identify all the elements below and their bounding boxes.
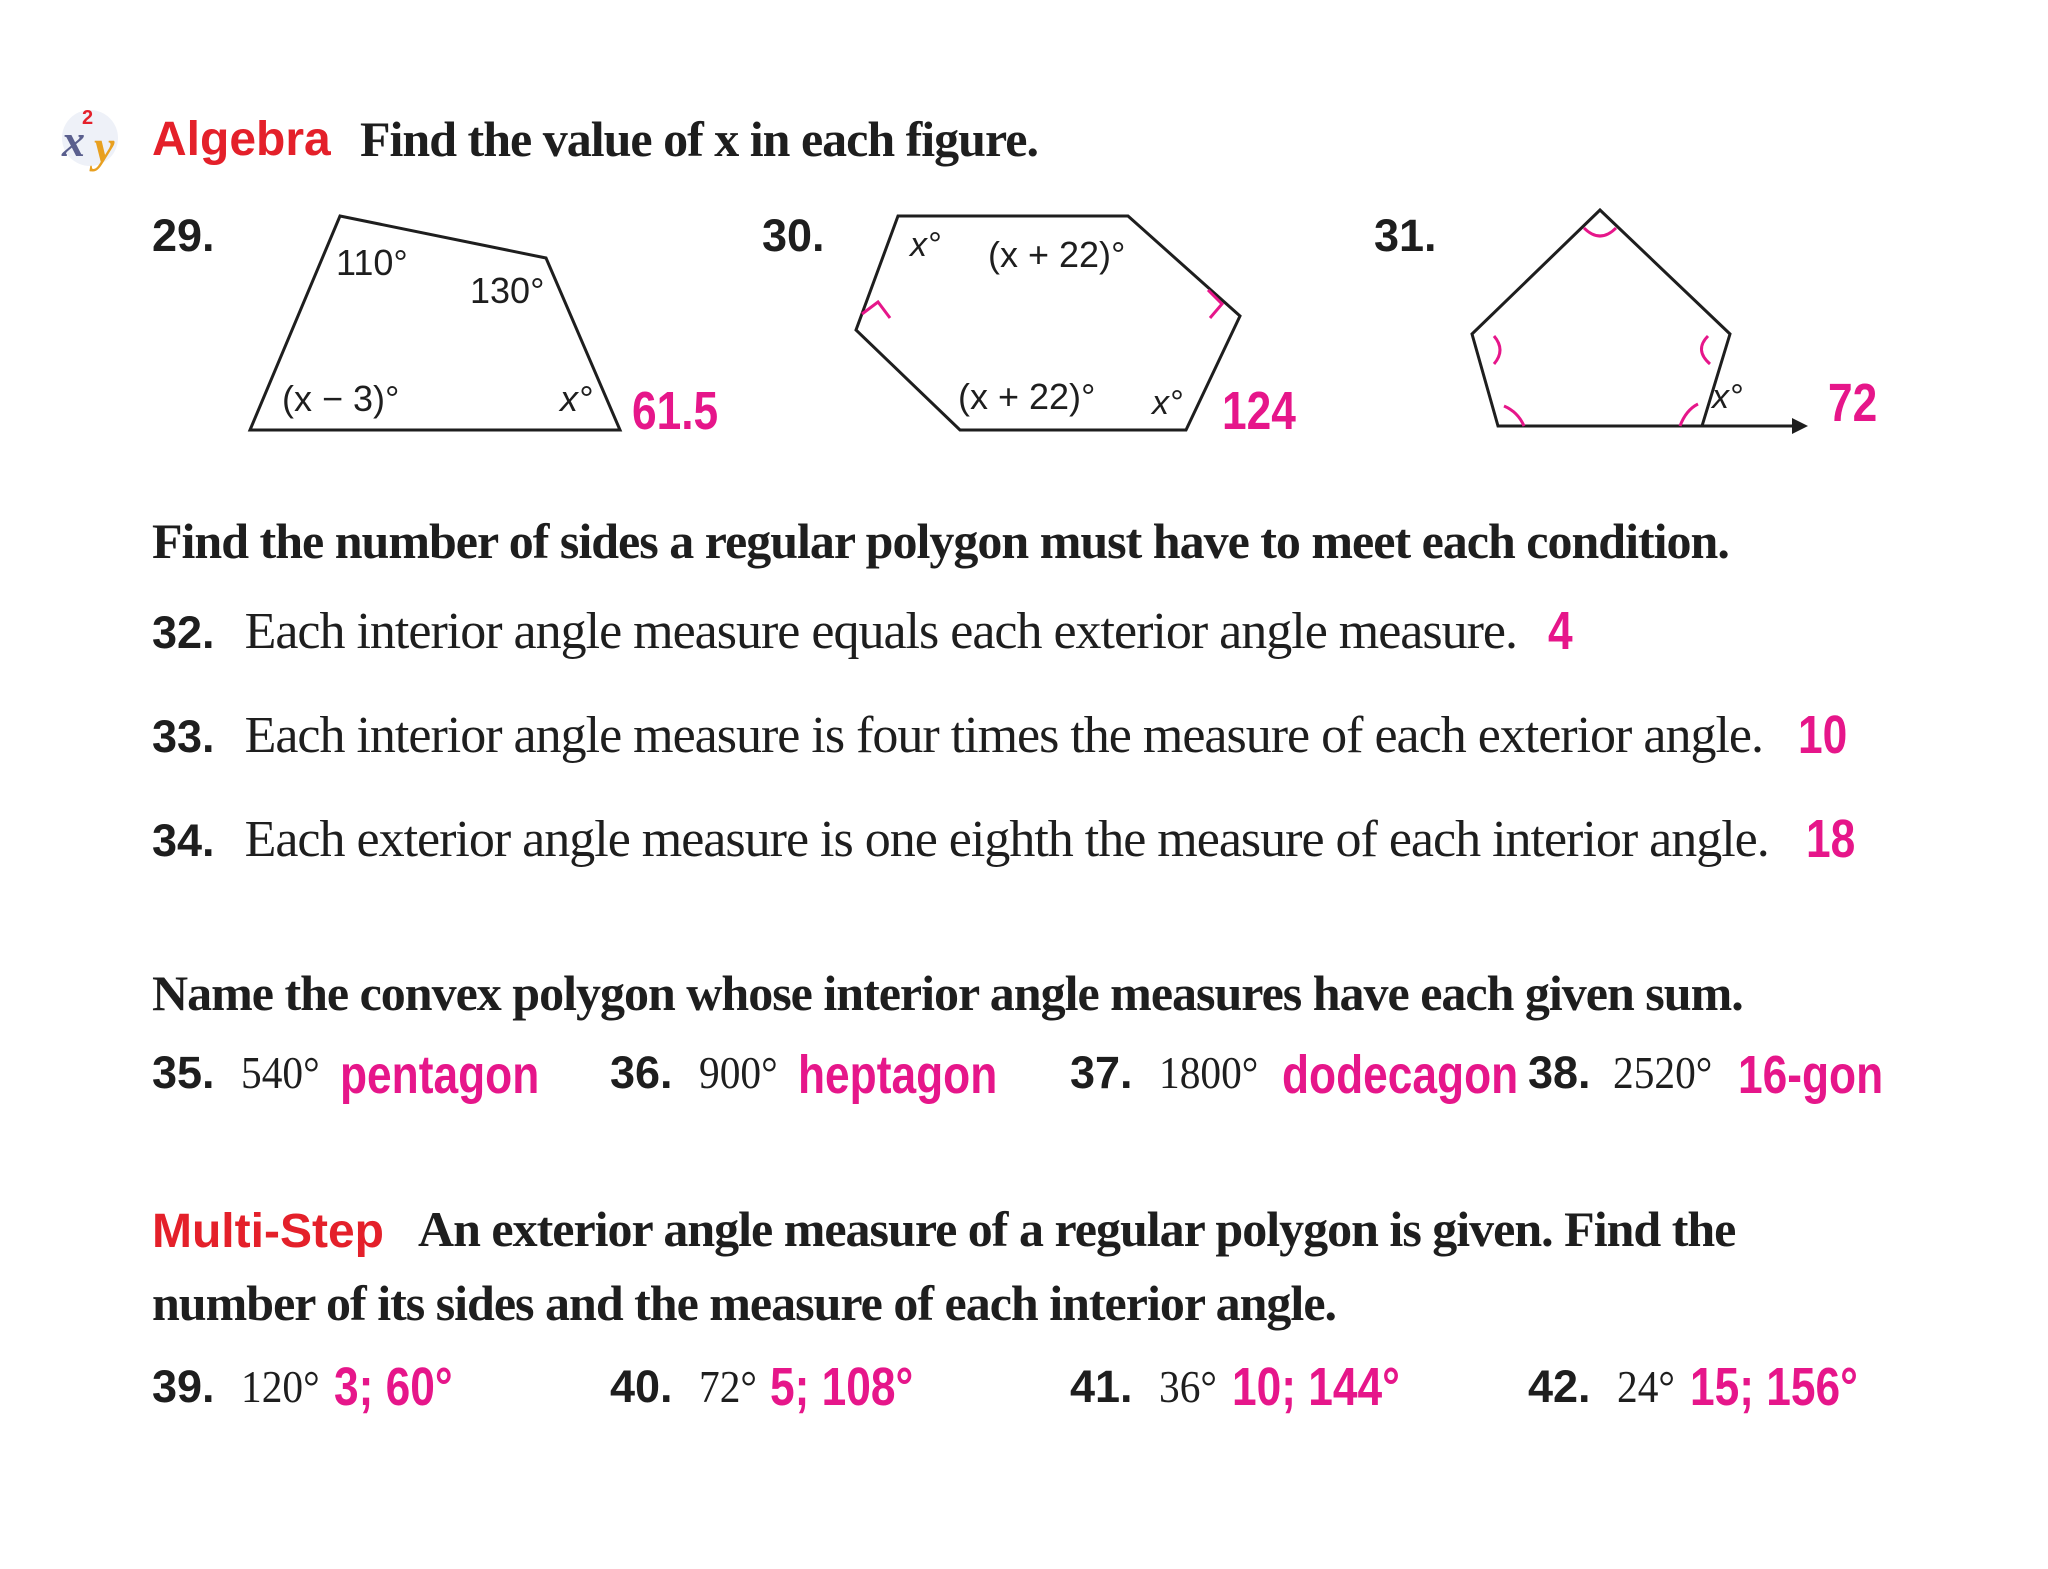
problem-38-number: 38. (1528, 1047, 1591, 1098)
figure-29-angle-110: 110° (336, 242, 408, 283)
figure-30-angle-x-plus-22-bottom: (x + 22)° (958, 376, 1096, 417)
problem-36-value: 900° (698, 1047, 778, 1098)
problem-41 (1070, 1360, 1223, 1413)
problem-35-answer: pentagon (340, 1045, 540, 1105)
problem-36-number: 36. (610, 1047, 673, 1098)
problem-37-number: 37. (1070, 1047, 1133, 1098)
problem-37-answer: dodecagon (1282, 1045, 1519, 1105)
problem-39-value: 120° (240, 1361, 320, 1412)
figure-30-answer: 124 (1222, 381, 1296, 441)
svg-text:y: y (94, 121, 115, 172)
section3-heading: Name the convex polygon whose interior angle measures have each given sum. (152, 965, 1743, 1021)
problem-32-number: 32. (152, 607, 215, 658)
figure-30-angle-x-plus-22-top: (x + 22)° (988, 234, 1126, 275)
problem-33-answer: 10 (1798, 705, 1848, 765)
problem-39-number: 39. (152, 1361, 215, 1412)
problem-29-number: 29. (152, 210, 215, 261)
problem-41-answer: 10; 144° (1232, 1357, 1400, 1417)
problem-40 (610, 1360, 763, 1413)
problem-40-number: 40. (610, 1361, 673, 1412)
multi-step-label: Multi-Step (152, 1205, 384, 1258)
problem-37-value: 1800° (1158, 1047, 1258, 1098)
figure-29-angle-x: x° (560, 378, 593, 419)
section1-heading: Find the value of x in each figure. (360, 111, 1038, 167)
problem-41-number: 41. (1070, 1361, 1133, 1412)
problem-35-value: 540° (240, 1047, 320, 1098)
section2-heading: Find the number of sides a regular polygon must have to meet each condition. (152, 513, 1729, 569)
problem-36-answer: heptagon (798, 1045, 998, 1105)
figure-29-answer: 61.5 (632, 381, 719, 441)
problem-40-value: 72° (698, 1361, 757, 1412)
problem-42-value: 24° (1616, 1361, 1675, 1412)
problem-32 (152, 602, 1517, 661)
problem-34-text: Each exterior angle measure is one eighth the measure of each interior angle. (244, 811, 1769, 868)
svg-text:x: x (62, 115, 85, 166)
problem-35 (152, 1046, 328, 1099)
svg-text:2: 2 (82, 107, 94, 129)
problem-41-value: 36° (1158, 1361, 1217, 1412)
problem-34-number: 34. (152, 815, 215, 866)
problem-34 (152, 810, 1769, 869)
problem-32-answer: 4 (1548, 601, 1573, 661)
problem-33 (152, 706, 1763, 765)
figure-30-angle-x-top: x° (910, 226, 941, 264)
problem-42 (1528, 1360, 1681, 1413)
problem-39 (152, 1360, 328, 1413)
problem-42-number: 42. (1528, 1361, 1591, 1412)
figure-31-answer: 72 (1828, 373, 1878, 433)
problem-38-answer: 16-gon (1738, 1045, 1884, 1105)
problem-30-number: 30. (762, 210, 825, 261)
problem-40-answer: 5; 108° (770, 1357, 914, 1417)
section4-heading-line1: An exterior angle measure of a regular polygon is given. Find the (418, 1201, 1736, 1257)
figure-29-angle-130: 130° (470, 270, 545, 311)
problem-35-number: 35. (152, 1047, 215, 1098)
section4-heading-line2: number of its sides and the measure of each interior angle. (152, 1275, 1337, 1331)
problem-33-text: Each interior angle measure is four times the measure of each exterior angle. (244, 707, 1763, 764)
algebra-label: Algebra (152, 113, 331, 166)
figure-29-angle-x-minus-3: (x − 3)° (282, 378, 400, 419)
problem-34-answer: 18 (1806, 809, 1856, 869)
problem-37 (1070, 1046, 1269, 1099)
figure-31-angle-x: x° (1712, 378, 1743, 416)
problem-31-number: 31. (1374, 210, 1437, 261)
problem-39-answer: 3; 60° (334, 1357, 453, 1417)
problem-36 (610, 1046, 786, 1099)
figure-30-angle-x-bottom: x° (1152, 384, 1183, 422)
problem-33-number: 33. (152, 711, 215, 762)
problem-38-value: 2520° (1612, 1047, 1712, 1098)
problem-38 (1528, 1046, 1723, 1099)
problem-32-text: Each interior angle measure equals each exterior angle measure. (244, 603, 1518, 660)
problem-42-answer: 15; 156° (1690, 1357, 1858, 1417)
